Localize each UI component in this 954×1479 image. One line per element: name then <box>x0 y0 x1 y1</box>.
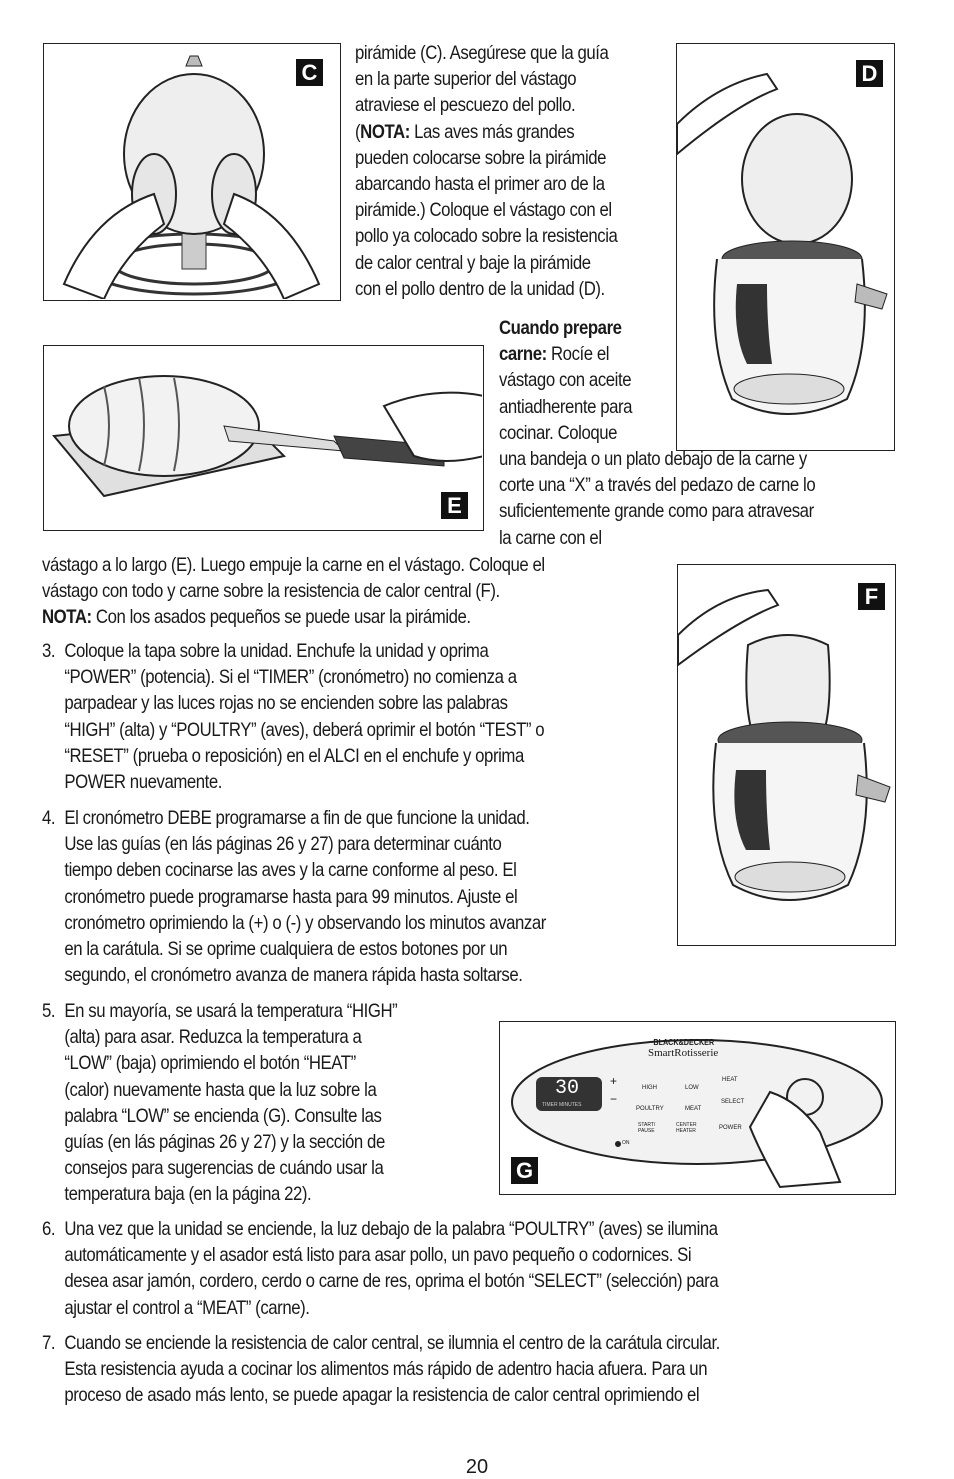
text-line: En su mayoría, se usará la temperatura “HIGH” <box>64 1000 398 1022</box>
nota-text: Las aves más grandes <box>409 120 575 143</box>
text-line: Esta resistencia ayuda a cocinar los alimentos más rápido de adentro hacia afuera. Para un <box>64 1358 708 1381</box>
start-pause-button[interactable]: START/ PAUSE <box>638 1122 656 1134</box>
text-line: atraviese el pescuezo del pollo. <box>355 94 576 117</box>
plus-icon[interactable]: + <box>610 1074 618 1088</box>
power-button[interactable]: POWER <box>719 1125 742 1131</box>
figure-label-g: G <box>511 1157 538 1184</box>
figure-f <box>677 564 896 946</box>
product-name: SmartRotisserie <box>648 1047 719 1059</box>
step-3 <box>42 638 544 795</box>
text-line: desea asar jamón, cordero, cerdo o carne de res, oprima el botón “SELECT” (selección) para <box>64 1270 719 1293</box>
select-button[interactable]: SELECT <box>721 1099 745 1105</box>
text-line <box>499 341 632 367</box>
text-line: abarcando hasta el primer aro de la <box>355 173 605 196</box>
figure-label-f: F <box>858 583 885 610</box>
paren: ( <box>355 120 361 143</box>
text-line: “POWER” (potencia). Si el “TIMER” (cronómetro) no comienza a <box>64 666 517 689</box>
text-line: (calor) nuevamente hasta que la luz sobre la <box>64 1078 377 1101</box>
chicken-on-pyramid-illustration <box>44 44 339 299</box>
nota-label: NOTA: <box>360 120 410 143</box>
on-label: ON <box>622 1140 630 1146</box>
meat-label: MEAT <box>685 1106 702 1112</box>
text-line: Use las guías (en lás páginas 26 y 27) para determinar cuánto <box>64 833 502 856</box>
text-line: Coloque la tapa sobre la unidad. Enchufe la unidad y oprima <box>64 640 489 662</box>
text-line: tiempo deben cocinarse las aves y la carne conforme al peso. El <box>64 859 517 882</box>
figure-g <box>499 1021 896 1195</box>
figure-c <box>43 43 341 301</box>
text-line: cronómetro puede programarse hasta para 99 minutos. Ajuste el <box>64 885 518 908</box>
text-line: pirámide (C). Asegúrese que la guía <box>355 42 609 64</box>
text-line: POWER nuevamente. <box>64 771 223 794</box>
text-line: cronómetro oprimiendo la (+) o (-) y observando los minutos avanzar <box>64 911 546 934</box>
timer-display: 30 <box>555 1077 580 1100</box>
text-line: en la parte superior del vástago <box>355 68 577 91</box>
text-line: (alta) para asar. Reduzca la temperatura a <box>64 1026 362 1049</box>
step-number: 3. <box>42 640 56 662</box>
nota-label: NOTA: <box>42 606 92 629</box>
step-7 <box>42 1330 720 1409</box>
step-number: 5. <box>42 1000 56 1022</box>
text-line: palabra “LOW” se encienda (G). Consulte las <box>64 1104 382 1127</box>
meat-roast-cutting-illustration <box>44 346 482 529</box>
step-number: 4. <box>42 807 56 829</box>
text-line <box>355 119 617 145</box>
high-label: HIGH <box>642 1085 657 1091</box>
meat-heading: Cuando prepare <box>499 317 622 339</box>
rotisserie-with-meat-illustration <box>678 565 894 944</box>
text-line: suficientemente grande como para atravesar <box>499 500 814 523</box>
text-line: Una vez que la unidad se enciende, la luz debajo de la palabra “POULTRY” (aves) se ilumina <box>64 1218 718 1240</box>
text-line: El cronómetro DEBE programarse a fin de que funcione la unidad. <box>64 807 530 829</box>
timer-label: TIMER MINUTES <box>542 1102 582 1108</box>
meat-paragraph-wide <box>499 446 815 551</box>
text-line: “HIGH” (alta) y “POULTRY” (aves), deberá oprimir el botón “TEST” o <box>64 718 545 741</box>
figure-d <box>676 43 895 451</box>
text-line: vástago a lo largo (E). Luego empuje la carne en el vástago. Coloque el <box>42 554 545 576</box>
meat-paragraph-narrow <box>499 315 632 446</box>
step-number: 6. <box>42 1218 56 1240</box>
text-line: cocinar. Coloque <box>499 421 618 444</box>
text-line: “LOW” (baja) oprimiendo el botón “HEAT” <box>64 1052 356 1075</box>
text-line: vástago con aceite <box>499 369 632 392</box>
text-line: pollo ya colocado sobre la resistencia <box>355 225 618 248</box>
figure-label-e: E <box>441 492 468 519</box>
text-line: antiadherente para <box>499 395 633 418</box>
text-line: “RESET” (prueba o reposición) en el ALCI en el enchufe y oprima <box>64 744 524 767</box>
center-heater-button[interactable]: CENTER HEATER <box>676 1122 697 1134</box>
text-line: corte una “X” a través del pedazo de carne lo <box>499 474 816 497</box>
intro-paragraph <box>355 40 617 302</box>
brand-logo: BLACK&DECKER <box>653 1038 715 1047</box>
text-line: la carne con el <box>499 526 602 549</box>
text-line: automáticamente y el asador está listo para asar pollo, un pavo pequeño o codornices. Si <box>64 1244 692 1267</box>
figure-label-d: D <box>856 60 883 87</box>
figure-label-c: C <box>296 59 323 86</box>
text-line: proceso de asado más lento, se puede apagar la resistencia de calor central oprimiendo el <box>64 1384 700 1407</box>
step-4 <box>42 805 546 988</box>
text-line: parpadear y las luces rojas no se encienden sobre las palabras <box>64 692 508 715</box>
text-line: una bandeja o un plato debajo de la carne y <box>499 448 807 470</box>
nota-text: Con los asados pequeños se puede usar la pirámide. <box>91 606 471 629</box>
text-line: vástago con todo y carne sobre la resistencia de calor central (F). <box>42 580 500 603</box>
text-line: pueden colocarse sobre la pirámide <box>355 146 607 169</box>
text-line: ajustar el control a “MEAT” (carne). <box>64 1296 310 1319</box>
rotisserie-with-chicken-illustration <box>677 44 893 449</box>
meat-text: Rocíe el <box>546 343 610 366</box>
text-line <box>42 604 545 630</box>
heat-button[interactable]: HEAT <box>722 1077 738 1083</box>
meat-heading-2: carne: <box>499 343 547 366</box>
step-5 <box>42 998 397 1208</box>
low-label: LOW <box>685 1085 699 1091</box>
step-6 <box>42 1216 718 1321</box>
minus-icon[interactable]: − <box>610 1092 618 1106</box>
text-line: en la carátula. Si se oprime cualquiera de estos botones por un <box>64 938 508 961</box>
text-line: segundo, el cronómetro avanza de manera rápida hasta soltarse. <box>64 964 523 987</box>
page-number: 20 <box>465 1456 489 1478</box>
text-line: temperatura baja (en la página 22). <box>64 1183 312 1206</box>
meat-paragraph-full <box>42 552 545 631</box>
step-number: 7. <box>42 1332 56 1354</box>
text-line: consejos para sugerencias de cuándo usar la <box>64 1157 384 1180</box>
figure-e <box>43 345 484 531</box>
text-line: pirámide.) Coloque el vástago con el <box>355 199 612 222</box>
text-line: con el pollo dentro de la unidad (D). <box>355 277 605 300</box>
poultry-label: POULTRY <box>636 1106 664 1112</box>
text-line: de calor central y baje la pirámide <box>355 251 591 274</box>
text-line <box>499 315 632 341</box>
text-line: guías (en lás páginas 26 y 27) y la sección de <box>64 1131 385 1154</box>
text-line: Cuando se enciende la resistencia de calor central, se ilumnia el centro de la carátula circular. <box>64 1332 720 1354</box>
